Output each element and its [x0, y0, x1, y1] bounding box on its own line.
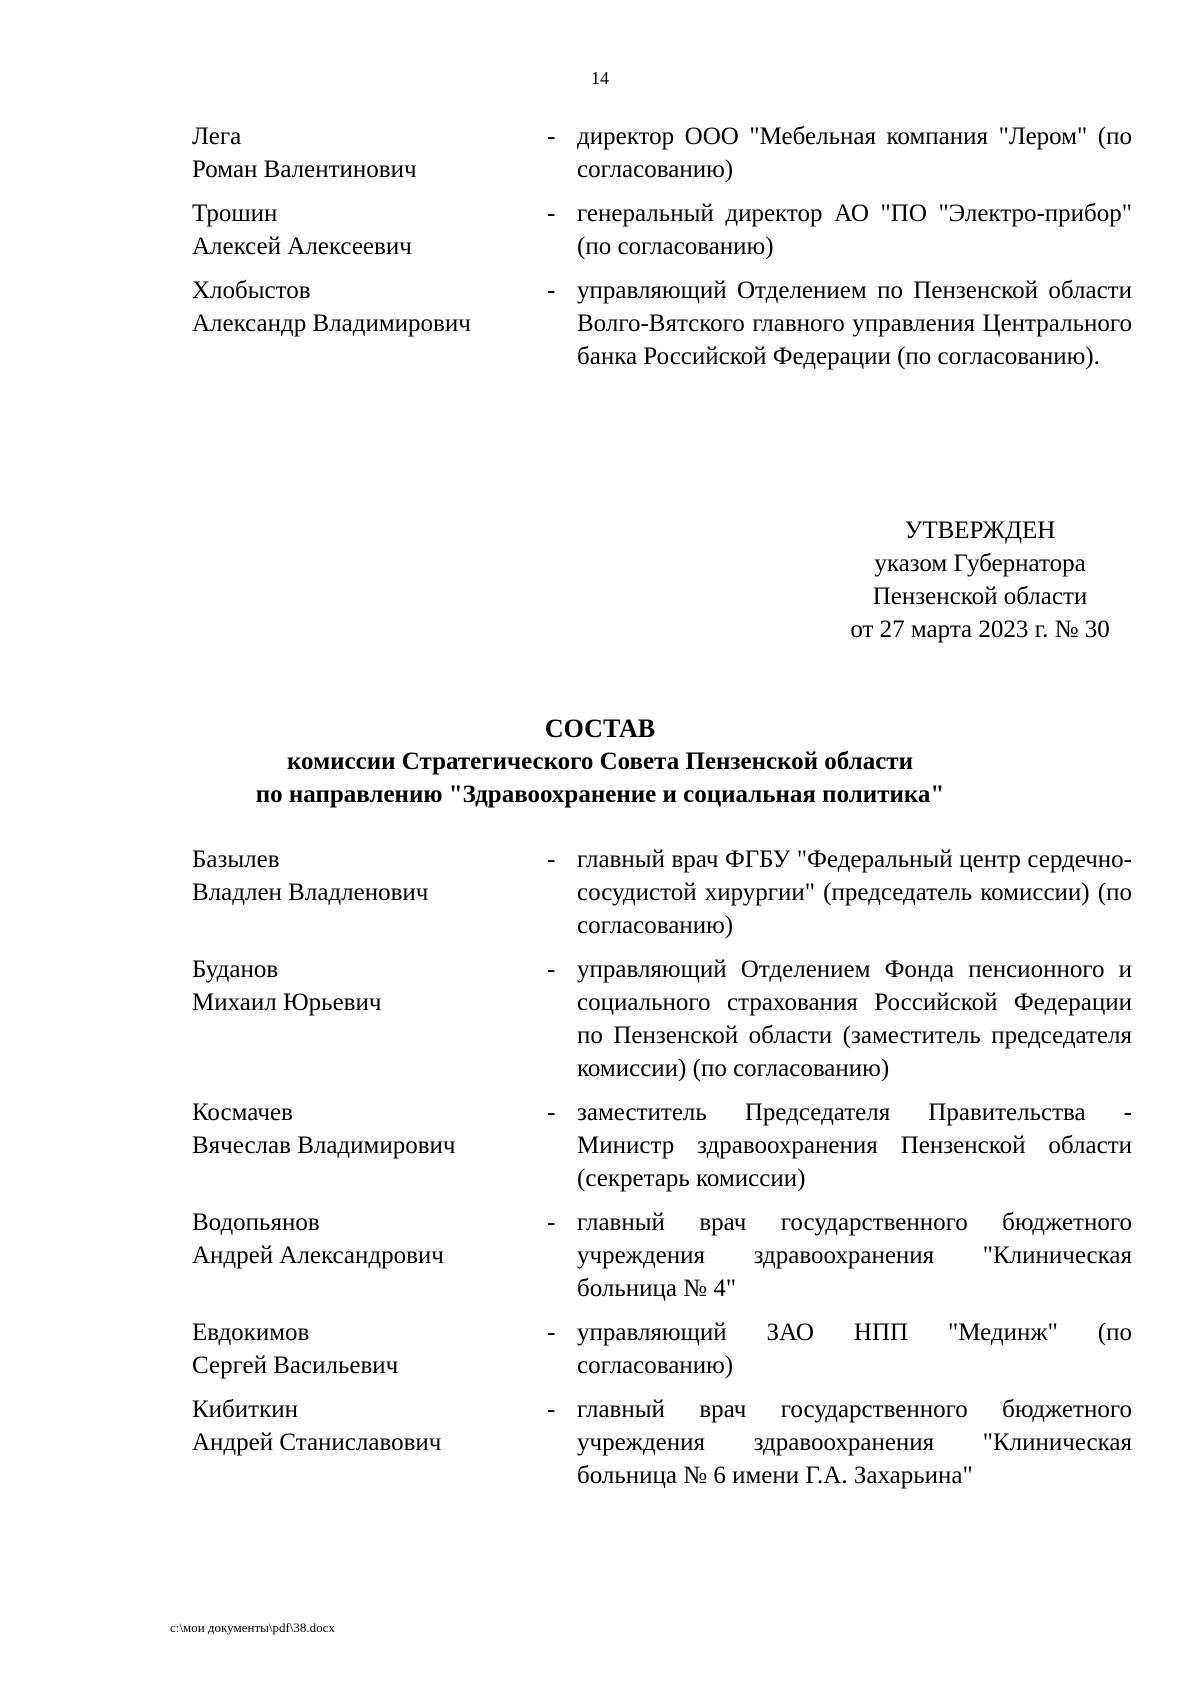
member-dash: -	[547, 1319, 556, 1346]
footer-file-path: c:\мои документы\pdf\38.docx	[170, 1620, 335, 1635]
heading-title: СОСТАВ	[544, 714, 656, 743]
member-entry	[192, 1096, 1132, 1195]
member-list-commission	[192, 843, 1132, 1503]
member-given-names: Андрей Станиславович	[192, 1429, 442, 1456]
member-dash: -	[547, 200, 556, 227]
page-number: 14	[591, 68, 609, 88]
member-role: генеральный директор АО "ПО "Электро-прибор" (по согласованию)	[577, 200, 1132, 260]
member-surname: Евдокимов	[192, 1319, 310, 1346]
member-name	[192, 1096, 547, 1195]
approval-region: Пензенской области	[872, 583, 1088, 610]
member-name	[192, 1393, 547, 1492]
member-given-names: Роман Валентинович	[192, 156, 417, 183]
member-given-names: Алексей Алексеевич	[192, 233, 412, 260]
member-role: управляющий Отделением Фонда пенсионного и социального страхования Российской Федерации по Пензенской области (заместитель председателя комиссии) (по согласованию)	[577, 956, 1132, 1082]
member-dash: -	[547, 846, 556, 873]
member-list-previous	[192, 120, 1132, 384]
member-surname: Лега	[192, 123, 242, 150]
member-surname: Кибиткин	[192, 1396, 298, 1423]
member-role: управляющий Отделением по Пензенской области Волго-Вятского главного управления Центрального банка Российской Федерации (по согласованию).	[577, 277, 1132, 370]
member-dash: -	[547, 123, 556, 150]
member-given-names: Александр Владимирович	[192, 310, 471, 337]
member-name	[192, 953, 547, 1085]
member-given-names: Вячеслав Владимирович	[192, 1132, 456, 1159]
member-name	[192, 1316, 547, 1382]
member-role: главный врач государственного бюджетного учреждения здравоохранения "Клиническая больница № 4"	[577, 1209, 1132, 1302]
member-entry	[192, 953, 1132, 1085]
member-surname: Трошин	[192, 200, 278, 227]
member-dash: -	[547, 956, 556, 983]
member-surname: Космачев	[192, 1099, 293, 1126]
member-name	[192, 274, 547, 373]
member-dash: -	[547, 1396, 556, 1423]
member-entry	[192, 274, 1132, 373]
member-entry	[192, 843, 1132, 942]
member-surname: Хлобыстов	[192, 277, 311, 304]
heading-line-3: по направлению "Здравоохранение и социальная политика"	[255, 781, 945, 808]
member-surname: Водопьянов	[192, 1209, 320, 1236]
section-heading	[0, 712, 1200, 811]
member-role: управляющий ЗАО НПП "Мединж" (по согласованию)	[577, 1319, 1132, 1379]
approval-status: УТВЕРЖДЕН	[904, 517, 1056, 544]
member-surname: Базылев	[192, 846, 280, 873]
member-entry	[192, 197, 1132, 263]
member-entry	[192, 120, 1132, 186]
member-role: главный врач ФГБУ "Федеральный центр сердечно-сосудистой хирургии" (председатель комиссии) (по согласованию)	[577, 846, 1132, 939]
member-dash: -	[547, 1209, 556, 1236]
approval-date-number: от 27 марта 2023 г. № 30	[850, 616, 1110, 643]
member-surname: Буданов	[192, 956, 279, 983]
member-given-names: Андрей Александрович	[192, 1242, 444, 1269]
member-dash: -	[547, 277, 556, 304]
heading-line-2: комиссии Стратегического Совета Пензенской области	[286, 748, 913, 775]
member-name	[192, 120, 547, 186]
member-given-names: Михаил Юрьевич	[192, 989, 382, 1016]
member-given-names: Владлен Владленович	[192, 879, 429, 906]
approval-stamp	[820, 514, 1140, 646]
member-role: заместитель Председателя Правительства - Министр здравоохранения Пензенской области (секретарь комиссии)	[577, 1099, 1132, 1192]
member-dash: -	[547, 1099, 556, 1126]
member-name	[192, 843, 547, 942]
member-name	[192, 197, 547, 263]
member-entry	[192, 1316, 1132, 1382]
member-entry	[192, 1206, 1132, 1305]
member-entry	[192, 1393, 1132, 1492]
member-name	[192, 1206, 547, 1305]
member-role: главный врач государственного бюджетного учреждения здравоохранения "Клиническая больница № 6 имени Г.А. Захарьина"	[577, 1396, 1132, 1489]
member-given-names: Сергей Васильевич	[192, 1352, 399, 1379]
approval-authority: указом Губернатора	[874, 550, 1086, 577]
member-role: директор ООО "Мебельная компания "Лером" (по согласованию)	[577, 123, 1132, 183]
